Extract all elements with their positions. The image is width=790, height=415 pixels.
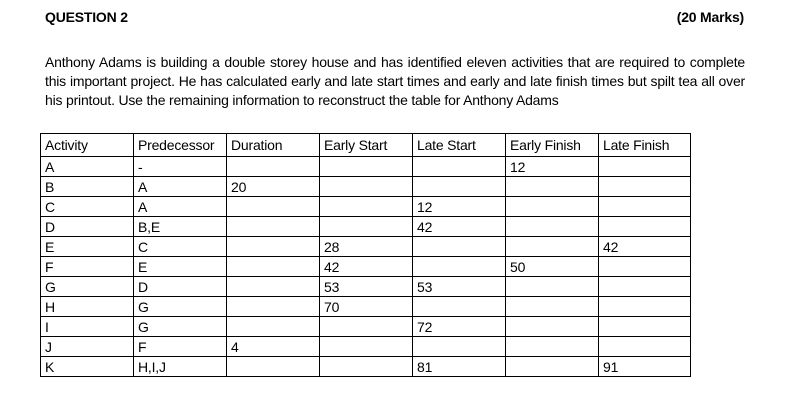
table-cell: E bbox=[41, 237, 134, 257]
table-cell bbox=[227, 197, 320, 217]
activity-table bbox=[40, 133, 691, 377]
question-paragraph: Anthony Adams is building a double storey house and has identified eleven activities that are required to complete this important project. He has calculated early and late start times and early and late finish times but spilt tea all over his printout. Use the remaining information to reconstruct the table for Anthony Adams bbox=[45, 54, 745, 108]
table-cell bbox=[227, 297, 320, 317]
table-cell bbox=[413, 297, 506, 317]
table-cell bbox=[413, 157, 506, 177]
marks-label: (20 Marks) bbox=[676, 9, 744, 25]
column-header: Late Start bbox=[413, 134, 506, 157]
table-cell bbox=[599, 197, 691, 217]
column-header: Predecessor bbox=[134, 134, 227, 157]
table-cell: 50 bbox=[506, 257, 599, 277]
table-cell bbox=[599, 257, 691, 277]
table-cell: H,I,J bbox=[134, 357, 227, 377]
table-cell: 53 bbox=[413, 277, 506, 297]
table-cell bbox=[599, 177, 691, 197]
table-cell: A bbox=[134, 177, 227, 197]
table-cell: - bbox=[134, 157, 227, 177]
table-cell: H bbox=[41, 297, 134, 317]
table-cell bbox=[599, 337, 691, 357]
table-cell: 42 bbox=[320, 257, 413, 277]
table-row bbox=[41, 197, 691, 217]
table-cell: 81 bbox=[413, 357, 506, 377]
table-cell bbox=[320, 337, 413, 357]
table-row bbox=[41, 317, 691, 337]
table-header-row bbox=[41, 134, 691, 157]
table-cell: J bbox=[41, 337, 134, 357]
table-cell bbox=[227, 157, 320, 177]
table-cell bbox=[320, 217, 413, 237]
table-cell: G bbox=[41, 277, 134, 297]
question-title: QUESTION 2 bbox=[45, 9, 128, 25]
table-cell: C bbox=[134, 237, 227, 257]
table-cell: 4 bbox=[227, 337, 320, 357]
table-cell bbox=[506, 357, 599, 377]
table-cell: G bbox=[134, 317, 227, 337]
table-cell: 53 bbox=[320, 277, 413, 297]
column-header: Early Start bbox=[320, 134, 413, 157]
table-cell bbox=[320, 157, 413, 177]
column-header: Activity bbox=[41, 134, 134, 157]
table-cell bbox=[599, 217, 691, 237]
table-cell bbox=[506, 317, 599, 337]
table-cell: D bbox=[134, 277, 227, 297]
table-cell: E bbox=[134, 257, 227, 277]
table-row bbox=[41, 337, 691, 357]
table-cell: C bbox=[41, 197, 134, 217]
table-row bbox=[41, 297, 691, 317]
table-cell: 12 bbox=[506, 157, 599, 177]
table-cell bbox=[413, 177, 506, 197]
table-cell: K bbox=[41, 357, 134, 377]
table-row bbox=[41, 257, 691, 277]
table-cell bbox=[599, 157, 691, 177]
table-row bbox=[41, 277, 691, 297]
table-cell: 20 bbox=[227, 177, 320, 197]
table-cell bbox=[320, 357, 413, 377]
table-cell bbox=[506, 237, 599, 257]
table-cell bbox=[413, 337, 506, 357]
table-cell bbox=[227, 277, 320, 297]
table-row bbox=[41, 237, 691, 257]
table-row bbox=[41, 157, 691, 177]
table-cell bbox=[320, 177, 413, 197]
table-cell bbox=[506, 337, 599, 357]
table-cell bbox=[320, 197, 413, 217]
table-cell bbox=[506, 277, 599, 297]
table-cell: 12 bbox=[413, 197, 506, 217]
table-cell: F bbox=[41, 257, 134, 277]
table-cell bbox=[413, 257, 506, 277]
column-header: Early Finish bbox=[506, 134, 599, 157]
column-header: Duration bbox=[227, 134, 320, 157]
table-cell: 72 bbox=[413, 317, 506, 337]
table-cell: 91 bbox=[599, 357, 691, 377]
table-cell bbox=[320, 317, 413, 337]
table-cell bbox=[506, 297, 599, 317]
table-cell: I bbox=[41, 317, 134, 337]
table-cell: B bbox=[41, 177, 134, 197]
table-cell: F bbox=[134, 337, 227, 357]
table-cell: D bbox=[41, 217, 134, 237]
table-row bbox=[41, 177, 691, 197]
table-cell bbox=[227, 257, 320, 277]
table-cell: 42 bbox=[413, 217, 506, 237]
table-cell: B,E bbox=[134, 217, 227, 237]
table-cell: G bbox=[134, 297, 227, 317]
table-cell bbox=[506, 197, 599, 217]
table-cell bbox=[599, 277, 691, 297]
table-cell bbox=[506, 217, 599, 237]
table-cell: 28 bbox=[320, 237, 413, 257]
table-cell bbox=[413, 237, 506, 257]
table-cell bbox=[227, 357, 320, 377]
table-cell bbox=[599, 317, 691, 337]
table-cell bbox=[599, 297, 691, 317]
table-row bbox=[41, 217, 691, 237]
table-cell: 42 bbox=[599, 237, 691, 257]
table-cell bbox=[227, 317, 320, 337]
column-header: Late Finish bbox=[599, 134, 691, 157]
table-cell: 70 bbox=[320, 297, 413, 317]
table-cell bbox=[227, 217, 320, 237]
table-cell: A bbox=[41, 157, 134, 177]
table-cell bbox=[506, 177, 599, 197]
table-cell bbox=[227, 237, 320, 257]
table-cell: A bbox=[134, 197, 227, 217]
table-row bbox=[41, 357, 691, 377]
